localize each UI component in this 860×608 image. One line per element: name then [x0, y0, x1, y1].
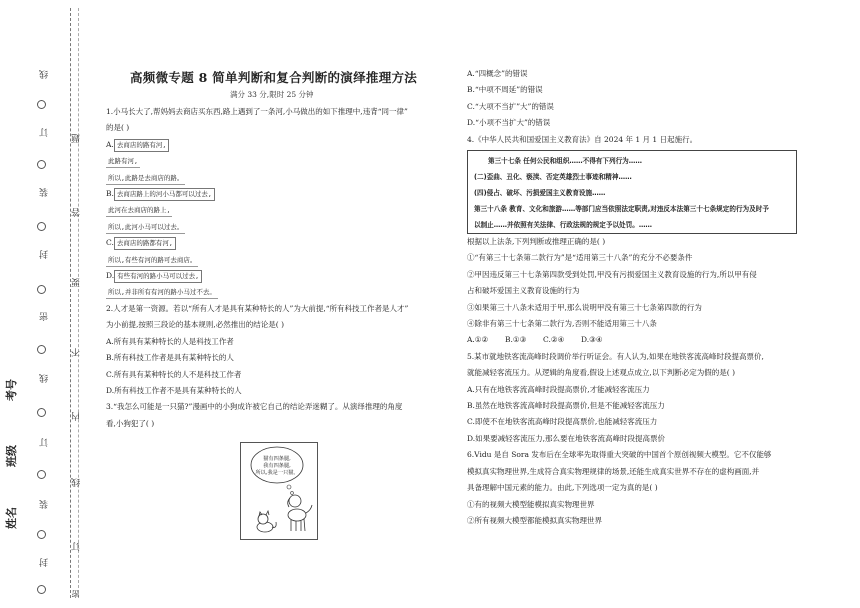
law-article-38: 第三十八条 教育、文化和旅游……等部门应当依照法定职责,对违反本法第三十七条规定的行为及时予	[474, 205, 769, 213]
handwritten-conclusion: 所以,此河小马可以过去。	[106, 222, 185, 234]
question-1-line: 1.小马长大了,帮妈妈去商店买东西,路上遇到了一条河,小马做出的如下推理中,违背“同一律”	[106, 107, 408, 116]
q6-statement-1: ①有的视频大模型能模拟真实物理世界	[467, 499, 595, 509]
law-excerpt-box	[467, 150, 797, 234]
q5-option-a: A.只有在地铁客流高峰时段提高票价,才能减轻客流压力	[467, 384, 650, 394]
margin-char: 封	[40, 250, 50, 259]
q3-option-a: A.“四概念”的错误	[467, 69, 528, 78]
page-subtitle: 满分 33 分,限时 25 分钟	[230, 90, 314, 99]
q1-option-b	[106, 186, 456, 235]
margin-char: 订	[40, 128, 50, 137]
q5-option-b: B.虽然在地铁客流高峰时段提高票价,但是不能减轻客流压力	[467, 401, 665, 411]
question-5-line: 5.某市就地铁客流高峰时段调价举行听证会。有人认为,如果在地铁客流高峰时段提高票价,	[467, 351, 764, 361]
q3-option-b: B.“中项不周延”的错误	[467, 85, 543, 95]
margin-char: 线	[40, 374, 50, 383]
speech-bubble-line: 所以,我是一只猫。	[255, 470, 299, 476]
margin-char: 密	[40, 312, 50, 321]
binding-hole	[37, 285, 46, 294]
margin-char: 题	[72, 134, 82, 143]
q5-option-c: C.即使不在地铁客流高峰时段提高票价,也能减轻客流压力	[467, 417, 658, 427]
speech-bubble-line: 猫有四条腿,	[263, 456, 291, 462]
q2-option-a: A.所有具有某种特长的人是科技工作者	[106, 336, 234, 346]
question-3-line: 3.“我怎么可能是一只猫?”漫画中的小狗成许被它自己的结论弄迷糊了。从演绎推理的角度	[106, 402, 403, 412]
q4-options	[467, 332, 807, 348]
handwritten-conclusion: 所以,并非所有有河的路小马过不去。	[106, 287, 218, 299]
question-1-line: 的是( )	[106, 123, 130, 133]
question-4-intro: 4.《中华人民共和国爱国主义教育法》自 2024 年 1 月 1 日起施行。	[467, 134, 698, 144]
class-label: 班级	[5, 445, 18, 467]
q2-option-c: C.所有具有某种特长的人不是科技工作者	[106, 369, 242, 379]
question-5-line: 就能减轻客流压力。从逻辑的角度看,假设上述观点成立,以下判断必定为假的是( )	[467, 368, 736, 378]
cartoon-illustration	[241, 443, 317, 539]
q1-option-d	[106, 268, 456, 301]
handwritten-premise: 去商店的路有河,	[114, 139, 169, 152]
handwritten-conclusion: 所以,有些有河的路可去商店。	[106, 255, 198, 267]
margin-char: 装	[40, 500, 50, 509]
q4-stem: 根据以上法条,下列判断或推理正确的是( )	[467, 237, 606, 246]
cat-icon	[257, 511, 276, 532]
margin-char: 订	[72, 542, 82, 551]
q2-option-b: B.所有科技工作者是具有某种特长的人	[106, 353, 234, 363]
right-column-top	[467, 66, 807, 148]
margin-char: 装	[40, 188, 50, 197]
q1-option-c	[106, 235, 456, 268]
margin-char: 要	[72, 278, 82, 287]
margin-char: 封	[40, 558, 50, 567]
binding-hole	[37, 100, 46, 109]
law-clause-2: (二)歪曲、丑化、亵渎、否定英雄烈士事迹和精神……	[474, 173, 632, 181]
margin-char: 线	[72, 478, 82, 487]
question-6-line: 6.Vidu 是自 Sora 发布后在全球率先取得重大突破的中国首个原创视频大模型。它不仅能够	[467, 450, 772, 460]
binding-margin	[0, 0, 86, 608]
q6-statement-2: ②所有视频大模型都能模拟真实物理世界	[467, 515, 602, 525]
right-column-bottom	[467, 234, 807, 529]
speech-bubble-line: 我有四条腿,	[263, 463, 291, 469]
option-label: B.	[106, 189, 114, 199]
binding-hole	[37, 160, 46, 169]
handwritten-premise: 此河在去商店的路上,	[106, 205, 172, 217]
margin-char: 答	[72, 208, 82, 217]
dog-icon	[288, 495, 312, 531]
q5-option-d: D.如果要减轻客流压力,那么要在地铁客流高峰时段提高票价	[467, 433, 666, 443]
q4-statement-4: ④除非有第三十七条第二款行为,否则不能适用第三十八条	[467, 319, 657, 329]
q1-option-a	[106, 137, 456, 186]
margin-char: 内	[72, 412, 82, 421]
q4-statement-2-cont: 占和破坏爱国主义教育设施的行为	[467, 286, 580, 296]
margin-char: 不	[72, 348, 82, 357]
exam-number-label: 考号	[5, 379, 18, 401]
q4-option-b: B.①③	[505, 335, 527, 345]
law-article-38-cont: 以制止……并依照有关法律、行政法规的规定予以处罚。……	[474, 221, 653, 229]
margin-char: 密	[71, 590, 80, 598]
q4-option-a: A.①②	[467, 335, 489, 345]
q4-statement-1: ①“有第三十七条第二款行为”是“适用第三十八条”的充分不必要条件	[467, 253, 693, 263]
binding-hole	[37, 530, 46, 539]
option-label: A.	[106, 139, 114, 149]
question-6-line: 模拟真实物理世界,生成符合真实物理规律的场景,还能生成真实世界不存在的虚构画面,并	[467, 466, 760, 476]
dog-cat-cartoon	[240, 442, 318, 540]
binding-dash-line	[70, 8, 71, 598]
left-column	[106, 104, 456, 432]
handwritten-premise: 此路有河,	[106, 156, 140, 168]
page-title: 高频微专题 8 简单判断和复合判断的演绎推理方法	[130, 70, 418, 85]
question-6-line: 具备理解中国元素的能力。由此,下列选项一定为真的是( )	[467, 483, 658, 493]
q2-option-d: D.所有科技工作者不是具有某种特长的人	[106, 385, 242, 395]
binding-hole	[37, 585, 46, 594]
margin-char: 订	[40, 438, 50, 447]
option-label: D.	[106, 271, 115, 281]
option-label: C.	[106, 238, 114, 248]
q4-option-c: C.②④	[543, 335, 565, 345]
binding-hole	[37, 222, 46, 231]
handwritten-premise: 去商店路上的河小马都可以过去,	[114, 188, 215, 201]
law-article-37: 第三十七条 任何公民和组织……不得有下列行为……	[488, 157, 642, 165]
q4-statement-2: ②甲因违反第三十七条第四款受到处罚,甲没有污损爱国主义教育设施的行为,所以甲有侵	[467, 269, 757, 279]
handwritten-conclusion: 所以,此路是去商店的路。	[106, 173, 185, 185]
q3-option-c: C.“大项不当扩”大”的错误	[467, 101, 554, 111]
q3-option-d: D.“小项不当扩大”的错误	[467, 118, 551, 128]
binding-hole	[37, 408, 46, 417]
name-label: 姓名	[5, 507, 18, 529]
binding-hole	[37, 470, 46, 479]
binding-hole	[37, 345, 46, 354]
q4-option-d: D.③④	[581, 335, 603, 345]
handwritten-premise: 去商店的路都有河,	[114, 237, 176, 250]
question-2-line: 2.人才是第一资源。若以“所有人才是具有某种特长的人”为大前提,“所有科技工作者是人才”	[106, 303, 409, 313]
margin-char: 线	[40, 70, 50, 79]
inner-dash-line	[78, 8, 79, 598]
handwritten-premise: 有些有河的路小马可以过去,	[114, 270, 202, 283]
law-clause-4: (四)侵占、破坏、污损爱国主义教育设施……	[474, 189, 606, 197]
question-3-line: 看,小狗犯了( )	[106, 418, 155, 428]
question-2-line: 为小前提,按照三段论的基本规则,必然推出的结论是( )	[106, 320, 285, 330]
q4-statement-3: ③如果第三十八条未适用于甲,那么说明甲没有第三十七条第四款的行为	[467, 302, 702, 312]
